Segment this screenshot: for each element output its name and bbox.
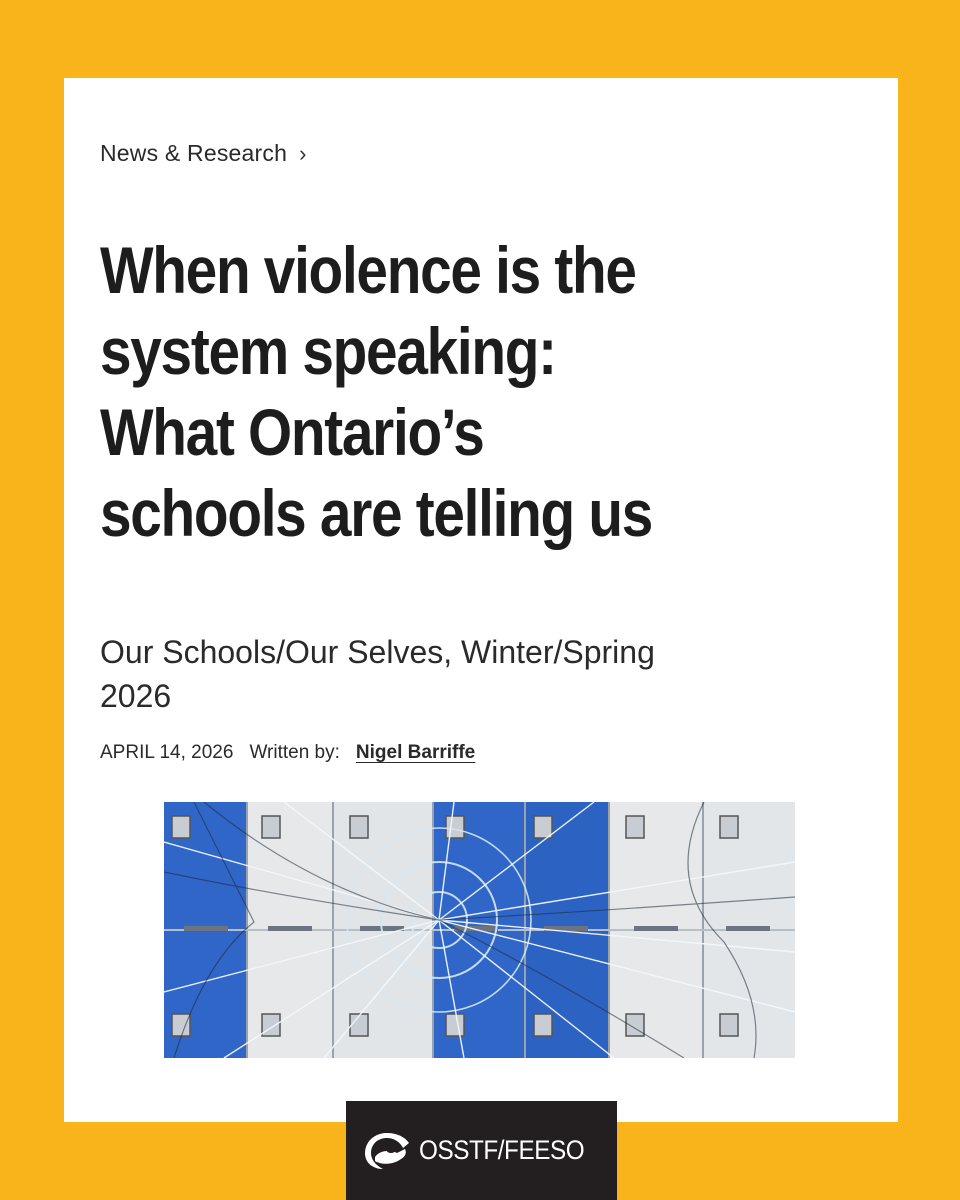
breadcrumb[interactable] — [100, 140, 307, 167]
author-link[interactable]: Nigel Barriffe — [355, 742, 476, 763]
logo-wordmark: OSSTF/FEESO — [418, 1135, 584, 1165]
written-by-label: Written by: — [249, 742, 340, 763]
lamp-icon — [361, 1129, 413, 1173]
hero-image — [164, 802, 795, 1058]
publication-name: Our Schools/Our Selves, Winter/Spring 2026 — [100, 634, 655, 714]
chevron-right-icon: › — [299, 140, 307, 166]
shattered-lockers-illustration — [164, 802, 795, 1058]
publish-date: APRIL 14, 2026 — [100, 742, 234, 763]
article-title: When violence is the system speaking: What Ontario’s schools are telling us — [100, 233, 652, 550]
osstf-logo[interactable] — [346, 1101, 617, 1200]
article-meta — [100, 742, 475, 764]
breadcrumb-label[interactable]: News & Research — [100, 140, 288, 166]
